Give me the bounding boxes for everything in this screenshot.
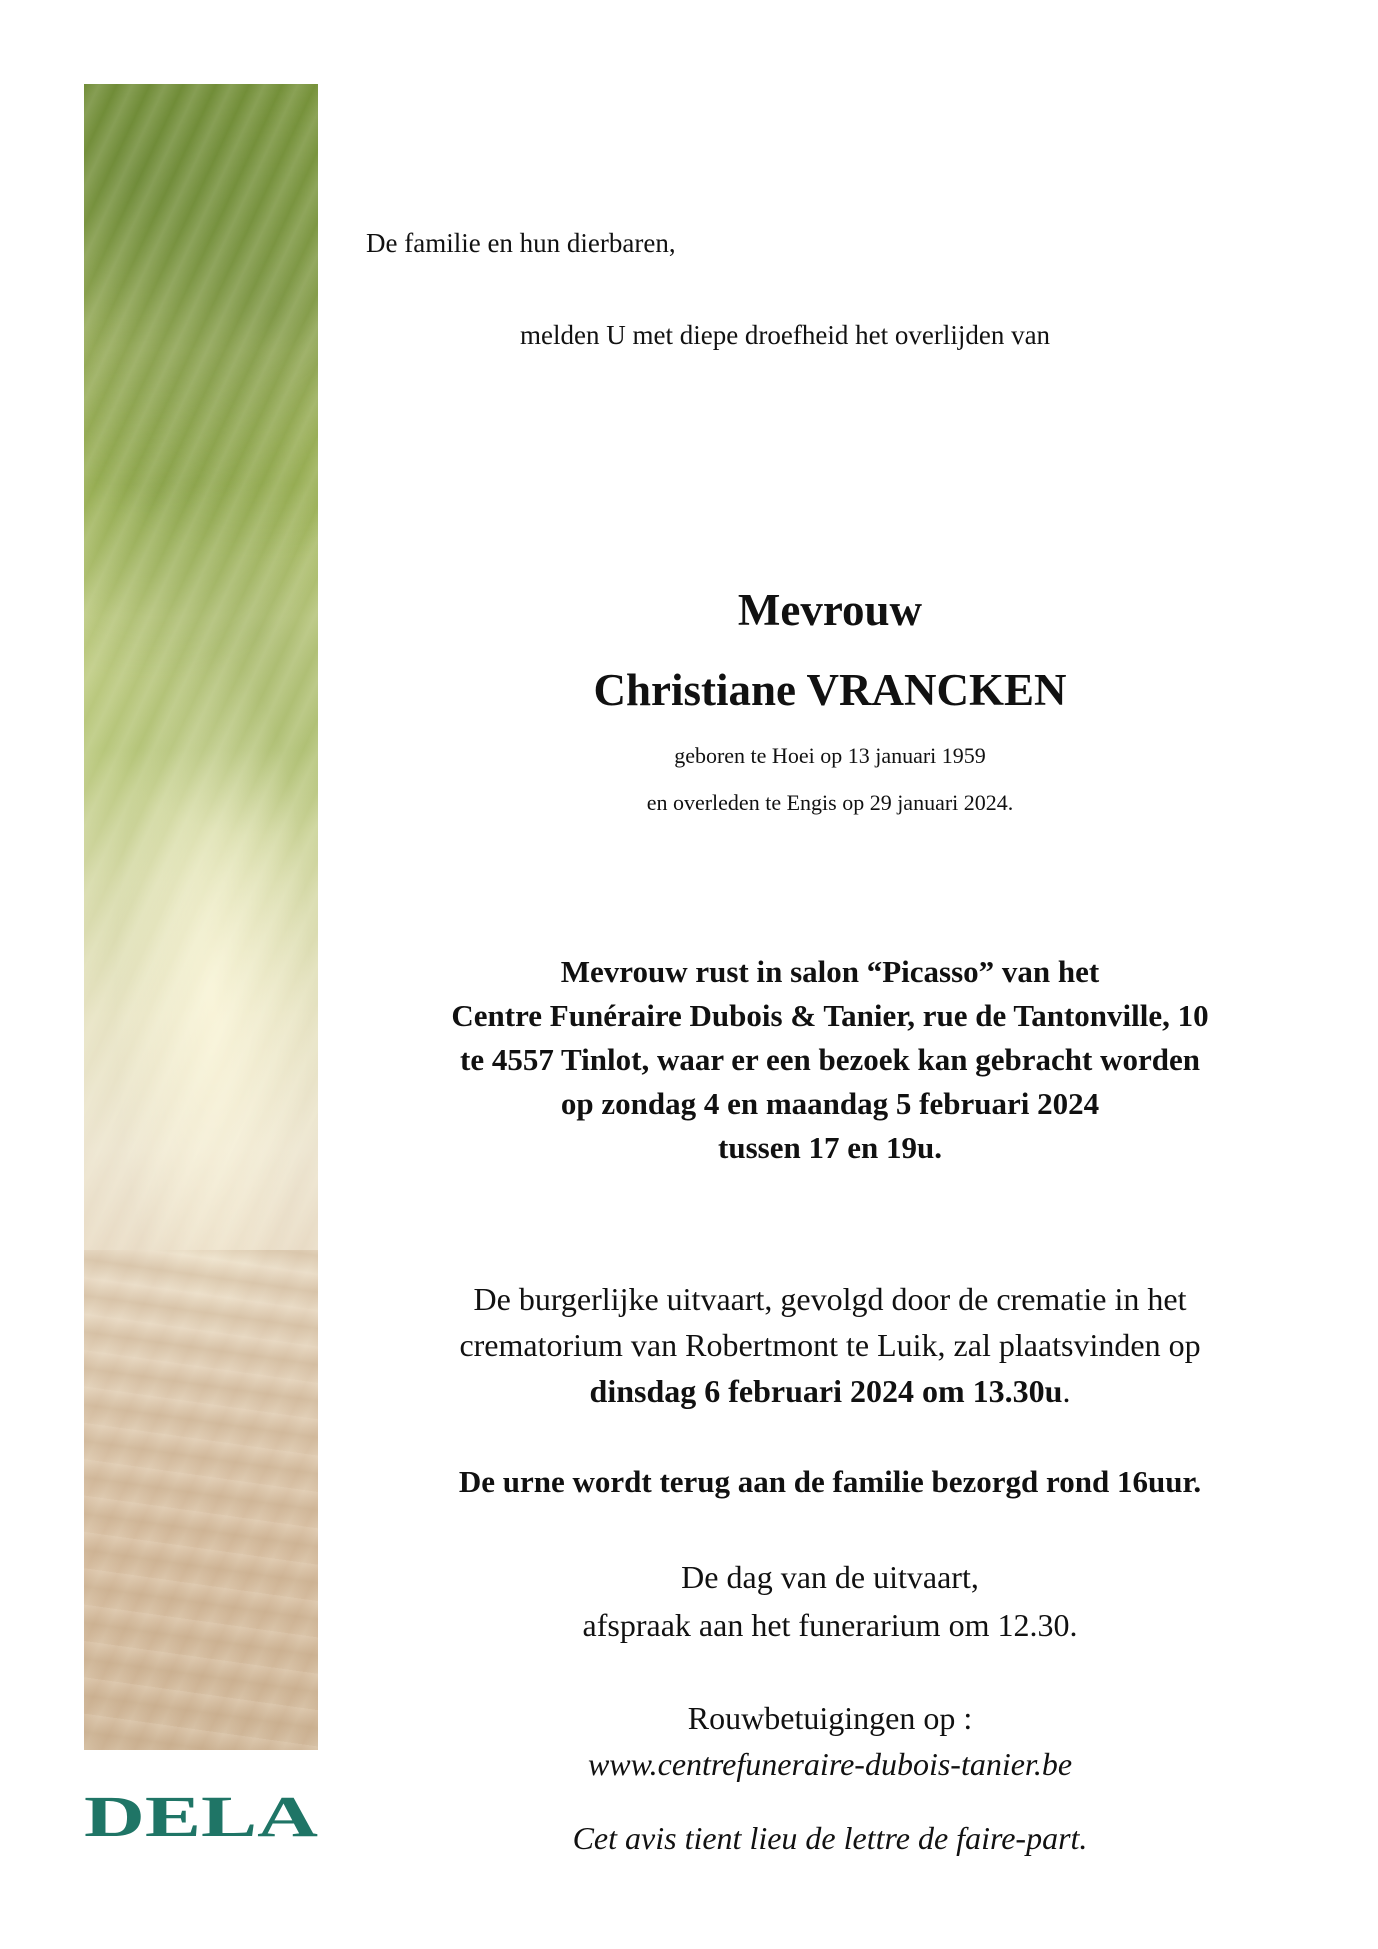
visitation-line: op zondag 4 en maandag 5 februari 2024	[560, 1086, 1100, 1121]
visitation-block	[360, 950, 1300, 1170]
visitation-line: Centre Funéraire Dubois & Tanier, rue de Tantonville, 10	[451, 998, 1209, 1033]
visitation-line: te 4557 Tinlot, waar er een bezoek kan gebracht worden	[460, 1042, 1200, 1077]
forest-path-photo	[84, 84, 318, 1750]
visitation-line: Mevrouw rust in salon “Picasso” van het	[560, 954, 1100, 989]
intro-line-1: De familie en hun dierbaren,	[366, 228, 676, 258]
dela-logo-mark	[84, 1784, 320, 1844]
condolences-label: Rouwbetuigingen op :	[687, 1700, 973, 1736]
meeting-line-1: De dag van de uitvaart,	[681, 1559, 979, 1595]
funeral-line-2: crematorium van Robertmont te Luik, zal plaatsvinden op	[459, 1327, 1201, 1363]
deceased-name: Christiane VRANCKEN	[593, 665, 1067, 715]
condolences-block	[360, 1695, 1300, 1787]
visitation-line: tussen 17 en 19u.	[718, 1130, 942, 1165]
condolences-url[interactable]: www.centrefuneraire-dubois-tanier.be	[587, 1746, 1073, 1782]
dela-logo	[84, 1784, 320, 1844]
funeral-date: dinsdag 6 februari 2024 om 13.30u	[589, 1373, 1063, 1409]
meeting-line-2: afspraak aan het funerarium om 12.30.	[582, 1607, 1078, 1643]
notice-text: Cet avis tient lieu de lettre de faire-part.	[572, 1820, 1088, 1856]
funeral-date-suffix: .	[1062, 1373, 1071, 1409]
dela-logo-text: DELA	[84, 1784, 319, 1844]
meeting-block	[360, 1553, 1300, 1649]
forest-path	[84, 1250, 318, 1750]
funeral-date-line	[360, 1368, 1300, 1414]
deceased-title: Mevrouw	[737, 585, 923, 635]
birth-info: geboren te Hoei op 13 januari 1959	[674, 743, 986, 768]
funeral-line-1: De burgerlijke uitvaart, gevolgd door de crematie in het	[473, 1281, 1187, 1317]
intro-line-2: melden U met diepe droefheid het overlijden van	[520, 320, 1051, 350]
death-info: en overleden te Engis op 29 januari 2024.	[646, 790, 1014, 815]
funeral-block	[360, 1276, 1300, 1414]
urn-notice: De urne wordt terug aan de familie bezorgd rond 16uur.	[458, 1464, 1202, 1499]
